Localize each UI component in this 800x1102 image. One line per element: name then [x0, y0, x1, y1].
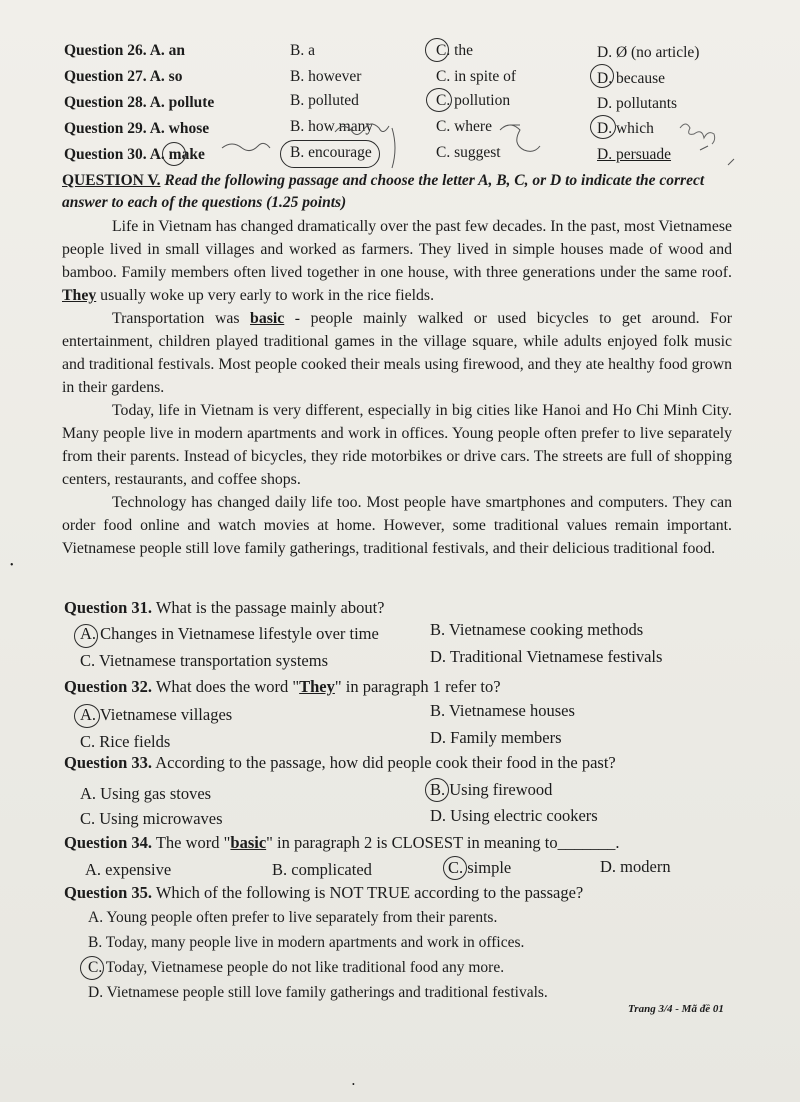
opt-c: C. pollution — [436, 92, 511, 109]
q-text: " in paragraph 2 is CLOSEST in meaning to_______. — [266, 833, 620, 852]
section-instruction: Read the following passage and choose the letter A, B, C, or D to indicate the correct answer to each of the questions (1.25 points) — [62, 172, 705, 211]
opt-a: A. an — [149, 42, 186, 59]
opt-b: B. however — [290, 68, 362, 85]
opt-b: B. a — [290, 42, 315, 59]
q-label: Question 34. — [64, 833, 153, 852]
q33-opt-c: C. Using microwaves — [80, 809, 223, 828]
q35-opt-a: A. Young people often prefer to live separately from their parents. — [88, 909, 498, 926]
q-label: Question 32. — [64, 677, 153, 696]
q-text: According to the passage, how did people cook their food in the past? — [152, 753, 616, 772]
q-text: " in paragraph 1 refer to? — [334, 677, 501, 696]
opt-d: D. which — [597, 120, 654, 137]
text: Life in Vietnam has changed dramatically over the past few decades. In the past, most Vietnamese people lived in small villages and worked as farmers. They lived in simple houses made of wood and bamboo. Family members often lived together in one house, with three generations under the same roof. — [62, 218, 732, 281]
text: Transportation was — [112, 310, 251, 327]
paragraph-3: Today, life in Vietnam is very different, especially in big cities like Hanoi and Ho Chi Minh City. Many people live in modern apartments and work in offices. Young people often prefer to live separately from their parents. Instead of bicycles, they ride motorbikes or drive cars. The streets are full of shopping centers, restaurants, and coffee shops. — [62, 402, 732, 488]
q32-opt-d: D. Family members — [430, 728, 562, 747]
q32-stem — [64, 677, 501, 697]
q31-opt-b: B. Vietnamese cooking methods — [430, 620, 644, 639]
q32-opt-a: A. Vietnamese villages — [80, 705, 233, 724]
q-label: Question 33. — [64, 753, 153, 772]
opt-a: A. make — [149, 146, 205, 163]
answer-circle — [80, 956, 104, 980]
q-label: Question 27. — [64, 68, 147, 85]
q33-opt-a: A. Using gas stoves — [80, 784, 212, 803]
text: - people mainly walked or used bicycles to get around. For entertainment, children played traditional games in the village square, while adults enjoyed folk music and traditional festivals. Most people cooked their meals using firewood, and they ate healthy food grown in their gardens. — [62, 310, 732, 396]
section-title: QUESTION V. — [62, 172, 161, 189]
underlined-word: They — [62, 287, 97, 304]
paragraph-2 — [62, 307, 732, 399]
q32-opt-b: B. Vietnamese houses — [430, 701, 575, 720]
opt-c: C. where — [436, 118, 492, 135]
underlined-word: basic — [250, 310, 285, 327]
q34-opt-b: B. complicated — [272, 860, 372, 879]
q-text: Which of the following is NOT TRUE according to the passage? — [152, 883, 584, 902]
q35-opt-b: B. Today, many people live in modern apartments and work in offices. — [88, 934, 525, 951]
text: usually woke up very early to work in the rice fields. — [96, 287, 435, 304]
opt-d: D. persuade — [597, 146, 672, 163]
q34-stem — [64, 833, 620, 853]
opt-a: A. pollute — [149, 94, 215, 111]
q-label: Question 28. — [64, 94, 147, 111]
q34-opt-c: C. simple — [448, 858, 512, 877]
answer-circle — [74, 624, 98, 648]
q34-opt-a: A. expensive — [85, 860, 172, 879]
paragraph-1 — [62, 215, 732, 307]
opt-c: C. the — [436, 42, 474, 59]
opt-b: B. encourage — [290, 144, 372, 161]
opt-d: D. because — [597, 70, 665, 87]
q34-opt-d: D. modern — [600, 857, 671, 876]
q-label: Question 29. — [64, 120, 147, 137]
page-footer: Trang 3/4 - Mã đề 01 — [628, 1003, 724, 1015]
margin-dot: • — [352, 1080, 355, 1089]
opt-c: C. in spite of — [436, 68, 517, 85]
opt-a: A. whose — [149, 120, 210, 137]
answer-circle — [74, 704, 100, 728]
paragraph-4: Technology has changed daily life too. Most people have smartphones and computers. They can order food online and watch movies at home. However, some traditional values remain important. Vietnamese people still love family gatherings, traditional festivals, and their delicious traditional food. — [62, 494, 732, 557]
q-label: Question 30. — [64, 146, 147, 163]
q35-opt-d: D. Vietnamese people still love family gatherings and traditional festivals. — [88, 984, 548, 1001]
opt-a: A. so — [149, 68, 183, 85]
q-text: What is the passage mainly about? — [152, 598, 385, 617]
q33-opt-d: D. Using electric cookers — [430, 806, 598, 825]
opt-b: B. how many — [290, 118, 374, 135]
q-label: Question 26. — [64, 42, 147, 59]
opt-d: D. Ø (no article) — [597, 44, 700, 61]
opt-b: B. polluted — [290, 92, 359, 109]
q31-opt-c: C. Vietnamese transportation systems — [80, 651, 328, 670]
underlined-word: basic — [230, 833, 267, 852]
q33-opt-b: B. Using firewood — [430, 780, 553, 799]
answer-circle — [443, 856, 467, 880]
section-heading — [62, 170, 742, 214]
q31-opt-a: A. Changes in Vietnamese lifestyle over time — [80, 624, 379, 643]
q-text: What does the word " — [152, 677, 300, 696]
q-label: Question 35. — [64, 883, 153, 902]
q35-stem — [64, 883, 583, 903]
underlined-word: They — [299, 677, 335, 696]
answer-circle — [425, 778, 449, 802]
q32-opt-c: C. Rice fields — [80, 732, 171, 751]
q35-opt-c: C. Today, Vietnamese people do not like traditional food any more. — [88, 959, 505, 976]
q33-stem — [64, 753, 616, 773]
q31-opt-d: D. Traditional Vietnamese festivals — [430, 647, 663, 666]
q-text: The word " — [152, 833, 231, 852]
passage — [62, 215, 732, 560]
opt-c: C. suggest — [436, 144, 501, 161]
opt-d: D. pollutants — [597, 95, 678, 112]
margin-dot: • — [10, 560, 14, 571]
q-label: Question 31. — [64, 598, 153, 617]
q31-stem — [64, 598, 384, 618]
